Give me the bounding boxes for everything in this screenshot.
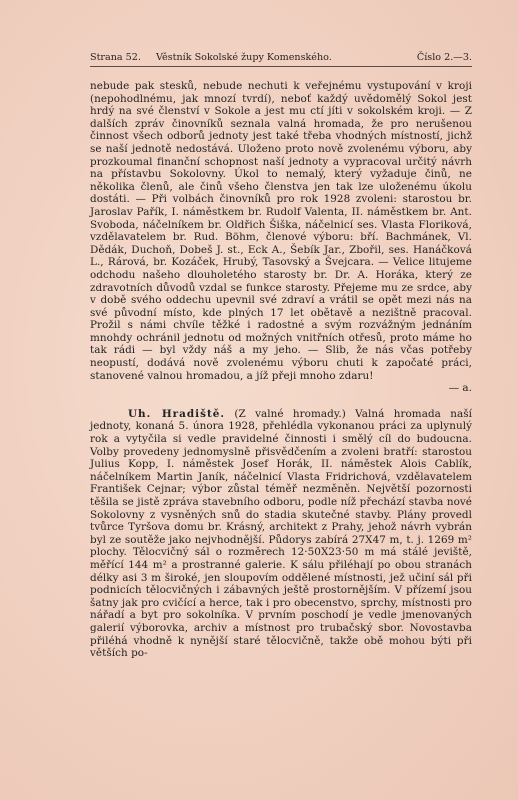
paragraph-text: (Z valné hromady.) Valná hromada naší jednoty, konaná 5. února 1928, přehlédla vykonanou práci za uplynulý rok a vytyčila si vedle pravidelné činnosti i smělý cíl do budoucna. Volby provedeny jednomyslně přisvědčením a zvoleni bratří: starostou Julius Kopp, I. náměstek Josef Horák, II. náměstek Alois Cablík, náčelníkem Martin Janík, náčelnicí Vlasta Fridrichová, vzdělavatelem František Cejnar; výbor zůstal téměř nezměněn. Největší pozornosti těšila se jistě zpráva stavebního odboru, podle níž přechází stavba nové Sokolovny z vysněných snů do stadia skutečné stavby. Plány provedl tvůrce Tyršova domu br. Krásný, architekt z Prahy, jehož návrh vybrán byl ze soutěže jako nejvhodnější. Půdorys zabírá 27X47 m, t. j. 1269 m² plochy. Tělocvičný sál o rozměrech 12·50X23·50 m má stálé jeviště, měřící 144 m² a prostranné galerie. K sálu přiléhají po obou stranách délky asi 3 m široké, jen sloupovím oddělené místnosti, jež učiní sál při podnicích tělocvičných i zábavných ještě prostornějším. V přízemí jsou šatny jak pro cvičící a herce, tak i pro obecenstvo, sprchy, místnosti pro nářadí a byt pro sokolníka. V prvním poschodí je vedle jmenovaných galerií výborovka, archiv a místnost pro trubačský sbor. Novostavba přiléhá vhodně k nynější staré tělocvičně, takže obě mohou býti při větších po- [90,407,473,660]
page-number: Strana 52. [90,52,141,63]
article-body [90,80,472,660]
journal-title: Věstník Sokolské župy Komenského. [156,52,332,63]
header-rule [90,66,472,67]
paragraph-uh-hradiste [90,408,472,660]
place-heading: Uh. Hradiště. [128,407,225,420]
signoff: — a. [448,382,472,395]
running-header [90,51,472,65]
paragraph-valna-hromada [90,80,472,382]
paragraph-text: nebude pak stesků, nebude nechuti k veřejnému vystupování v kroji (nepohodlnému, jak mnozí tvrdí), neboť každý uvědomělý Sokol jest hrdý na své členství v Sokole a jest mu ctí jíti v sokolském kroji. — Z dalších zpráv činovníků seznala valná hromada, že pro nerušenou činnost všech odborů jednoty jest také třeba vhodných místností, jichž se naší jednotě nedostává. Uloženo proto nově zvolenému výboru, aby prozkoumal finanční schopnost naší jednoty a vypracoval určitý návrh na přístavbu Sokolovny. Úkol to nemalý, který vyžaduje činů, ne několika členů, ale činů všeho členstva jen tak lze uloženému úkolu dostáti. — Při volbách činovníků pro rok 1928 zvoleni: starostou br. Jaroslav Pařík, I. náměstkem br. Rudolf Valenta, II. náměstkem br. Ant. Svoboda, náčelníkem br. Oldřich Šiška, náčelnicí ses. Vlasta Floriková, vzdělavatelem br. Rud. Böhm, členové výboru: bří. Bachmánek, Vl. Dědák, Duchoň, Dobeš J. st., Eck A., Šebík Jar., Zbořil, ses. Hanáčková L., Rárová, br. Kozáček, Hrubý, Tasovský a Švejcara. — Velice litujeme odchodu našeho dlouholetého starosty br. Dr. A. Horáka, který ze zdravotních důvodů vzdal se funkce starosty. Přejeme mu ze srdce, aby v době svého oddechu upevnil své zdraví a vrátil se opět mezi nás na své původní místo, kde plných 17 let obětavě a nezištně pracoval. Prožil s námi chvíle těžké i radostné a svým rozvážným jednáním mnohdy ochránil jednotu od možných vnitřních otřesů, proto máme ho tak rádi — byl vždy náš a my jeho. — Slib, že nás včas potřeby neopustí, dodává nově zvolenému výboru chuti k započaté práci, stanovené valnou hromadou, a jíž přeji mnoho zdaru! [90,80,472,382]
issue-number: Číslo 2.—3. [416,52,472,63]
